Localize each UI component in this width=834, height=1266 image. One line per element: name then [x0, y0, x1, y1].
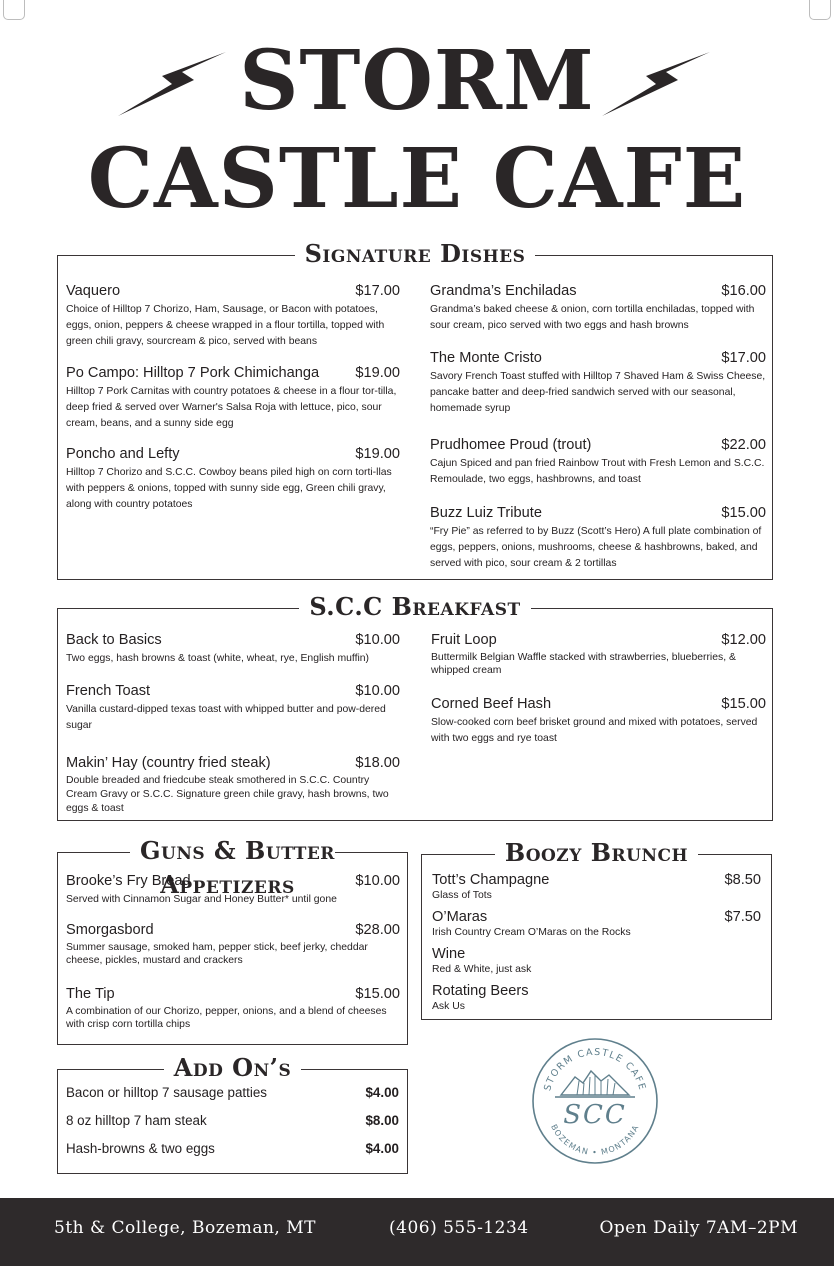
logo-top-text: STORM CASTLE CAFE [542, 1046, 648, 1093]
add-ons-heading: Add On’s [164, 1053, 302, 1082]
item-description: Ask Us [432, 1001, 465, 1012]
item-price: $18.00 [355, 755, 400, 771]
boozy-brunch-heading: Boozy Brunch [495, 838, 698, 867]
menu-item-the-tip [66, 985, 400, 1031]
drink-item-rotating-beers [432, 982, 761, 1013]
menu-item-monte-cristo [430, 349, 766, 417]
menu-item-buzz-luiz-tribute [430, 504, 766, 572]
item-description: Cajun Spiced and pan fried Rainbow Trout with Fresh Lemon and S.C.C. Remoulade, two eggs, hashbrowns, and toast [430, 458, 765, 485]
item-name: Wine [432, 946, 466, 962]
item-description: Slow-cooked corn beef brisket ground and mixed with potatoes, served with two eggs and rye toast [431, 717, 758, 744]
item-description: Glass of Tots [432, 890, 492, 901]
menu-item-poncho-and-lefty [66, 445, 400, 513]
item-price: $8.50 [724, 872, 761, 888]
logo-bottom-text: BOZEMAN • MONTANA [549, 1122, 641, 1158]
item-description: Summer sausage, smoked ham, pepper stick, beef jerky, cheddar cheese, pickles, mustard and crackers [66, 942, 368, 966]
add-ons-section [57, 1053, 408, 1174]
item-price: $28.00 [355, 922, 400, 938]
item-name: Back to Basics [66, 632, 162, 648]
item-description: Hilltop 7 Pork Carnitas with country potatoes & cheese in a flour tor-tilla, deep fried & served over Warner's Salsa Roja with lettuce, pico, sour cream, beans, and a sunny side egg [66, 386, 397, 429]
item-name: Buzz Luiz Tribute [430, 505, 542, 521]
menu-item-fruit-loop [431, 631, 766, 677]
drink-item-omaras [432, 908, 761, 939]
add-on-hash-browns-eggs [66, 1140, 399, 1158]
add-on-ham-steak [66, 1112, 399, 1130]
breakfast-heading: S.C.C Breakfast [299, 592, 530, 621]
item-description: Hilltop 7 Chorizo and S.C.C. Cowboy beans piled high on corn torti-llas with peppers & onions, topped with sunny side egg, Green chili gravy, along with country potatoes [66, 467, 392, 510]
item-name: Tott’s Champagne [432, 872, 550, 888]
item-price: $17.00 [721, 350, 766, 366]
mountain-icon [555, 1071, 635, 1097]
add-on-name: 8 oz hilltop 7 ham steak [66, 1113, 207, 1128]
breakfast-section [57, 592, 773, 821]
item-description: Vanilla custard-dipped texas toast with whipped butter and pow-dered sugar [66, 704, 386, 731]
item-name: French Toast [66, 683, 151, 699]
item-description: A combination of our Chorizo, pepper, onions, and a blend of cheeses with crisp corn tortilla chips [66, 1006, 387, 1030]
item-description: Grandma’s baked cheese & onion, corn tortilla enchiladas, topped with sour cream, pico served with two eggs and hash browns [430, 304, 755, 331]
footer-hours: Open Daily 7AM–2PM [599, 1218, 798, 1238]
item-price: $12.00 [721, 632, 766, 648]
menu-item-prudhomee-proud [430, 436, 766, 488]
item-price: $10.00 [355, 873, 400, 889]
item-price: $15.00 [355, 986, 400, 1002]
item-name: Fruit Loop [431, 632, 497, 648]
menu-item-makin-hay [66, 754, 400, 816]
menu-item-french-toast [66, 682, 400, 734]
menu-item-smorgasbord [66, 921, 400, 967]
cafe-title-line-1: STORM [239, 33, 595, 129]
item-name: Corned Beef Hash [431, 696, 552, 712]
item-description: Served with Cinnamon Sugar and Honey Butter* until gone [66, 894, 337, 905]
signature-dishes-section [57, 239, 773, 580]
item-description: Red & White, just ask [432, 964, 532, 975]
menu-item-vaquero [66, 282, 400, 350]
item-price: $19.00 [355, 365, 400, 381]
item-price: $17.00 [355, 283, 400, 299]
item-price: $10.00 [355, 632, 400, 648]
item-price: $10.00 [355, 683, 400, 699]
item-description: Double breaded and friedcube steak smothered in S.C.C. Country Cream Gravy or S.C.C. Signature green chile gravy, hash browns, two eggs & toast [66, 775, 389, 814]
footer-phone: (406) 555-1234 [389, 1218, 529, 1238]
item-name: Poncho and Lefty [66, 446, 180, 462]
corner-mark-right [809, 0, 831, 20]
add-on-price: $4.00 [365, 1085, 399, 1100]
item-price: $15.00 [721, 505, 766, 521]
add-on-price: $4.00 [365, 1141, 399, 1156]
add-on-name: Hash-browns & two eggs [66, 1141, 215, 1156]
item-name: Po Campo: Hilltop 7 Pork Chimichanga [66, 365, 320, 381]
item-name: Prudhomee Proud (trout) [430, 437, 592, 453]
add-on-bacon-or-sausage [66, 1084, 399, 1102]
item-name: Grandma’s Enchiladas [430, 283, 577, 299]
menu-item-grandmas-enchiladas [430, 282, 766, 334]
item-description: Irish Country Cream O’Maras on the Rocks [432, 927, 631, 938]
drink-item-totts-champagne [432, 871, 761, 902]
item-price: $22.00 [721, 437, 766, 453]
signature-dishes-heading: Signature Dishes [295, 239, 536, 268]
add-on-price: $8.00 [365, 1113, 399, 1128]
storm-castle-cafe-logo [531, 1037, 659, 1165]
item-description: “Fry Pie” as referred to by Buzz (Scott’s Hero) A full plate combination of eggs, peppers, onions, mushrooms, cheese & hashbrowns, baked, and served with pico, sour cream & 2 tortillas [430, 526, 762, 569]
cafe-title-line-2: CASTLE CAFE [87, 131, 747, 227]
corner-mark-left [3, 0, 25, 20]
menu-item-po-campo [66, 364, 400, 432]
item-price: $16.00 [721, 283, 766, 299]
item-description: Choice of Hilltop 7 Chorizo, Ham, Sausage, or Bacon with potatoes, eggs, onion, peppers & cheese wrapped in a flour tortilla, topped with green chili gravy, sourcream & pico, served with beans [66, 304, 385, 347]
item-name: Smorgasbord [66, 922, 154, 938]
footer-address: 5th & College, Bozeman, MT [54, 1218, 316, 1238]
menu-item-corned-beef-hash [431, 695, 766, 747]
item-price: $19.00 [355, 446, 400, 462]
item-price: $15.00 [721, 696, 766, 712]
item-name: Rotating Beers [432, 983, 529, 999]
logo-monogram: SCC [563, 1100, 627, 1130]
item-name: Vaquero [66, 283, 121, 299]
item-name: Brooke’s Fry Bread [66, 873, 191, 889]
item-price: $7.50 [724, 909, 761, 925]
item-name: The Tip [66, 986, 115, 1002]
item-description: Two eggs, hash browns & toast (white, wheat, rye, English muffin) [66, 653, 370, 664]
add-on-name: Bacon or hilltop 7 sausage patties [66, 1085, 267, 1100]
appetizers-section [57, 836, 408, 1045]
footer-bar [0, 1198, 834, 1266]
drink-item-wine [432, 945, 761, 976]
item-name: O’Maras [432, 909, 488, 925]
boozy-brunch-section [421, 838, 772, 1020]
item-description: Savory French Toast stuffed with Hilltop 7 Shaved Ham & Swiss Cheese, pancake batter and deep-fried sandwich served with our seasonal, homemade syrup [430, 371, 766, 414]
item-name: Makin’ Hay (country fried steak) [66, 755, 271, 771]
appetizers-heading: Guns & Butter Appetizers [130, 836, 335, 899]
item-description: Buttermilk Belgian Waffle stacked with strawberries, blueberries, & whipped cream [431, 652, 736, 676]
item-name: The Monte Cristo [430, 350, 542, 366]
menu-item-back-to-basics [66, 631, 400, 667]
menu-item-brookes-fry-bread [66, 872, 400, 908]
